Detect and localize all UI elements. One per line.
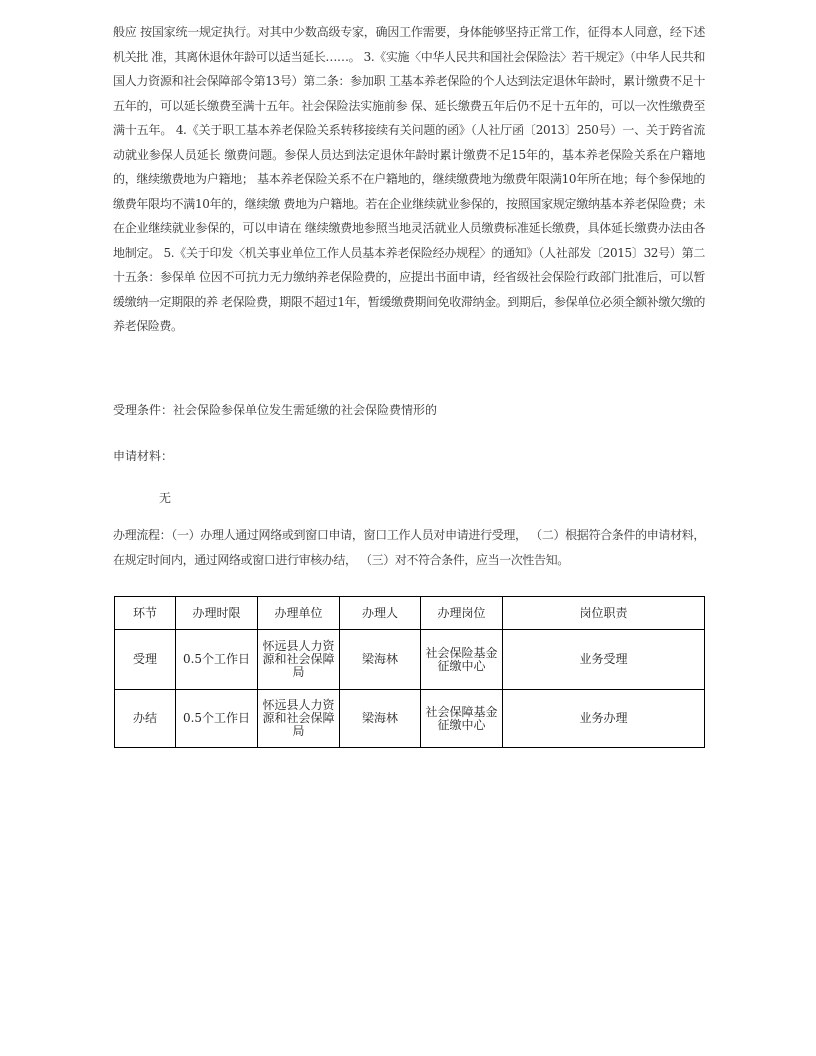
table-row — [115, 630, 705, 690]
legal-basis-paragraph: 般应 按国家统一规定执行。对其中少数高级专家，确因工作需要，身体能够坚持正常工作，征得本人同意，经下述机关批 准，其离休退休年龄可以适当延长……。 3.《实施〈中华人民共和国社会保险法〉若干规定》（中华人民共和国人力资源和社会保障部令第13号）第二条：参加职 工基本养老保险的个人达到法定退休年龄时，累计缴费不足十五年的，可以延长缴费至满十五年。社会保险法实施前参 保、延长缴费五年后仍不足十五年的，可以一次性缴费至满十五年。 4.《关于职工基本养老保险关系转移接续有关问题的函》（人社厅函〔2013〕250号）一、关于跨省流动就业参保人员延长 缴费问题。参保人员达到法定退休年龄时累计缴费不足15年的，基本养老保险关系在户籍地的，继续缴费地为户籍地； 基本养老保险关系不在户籍地的，继续缴费地为缴费年限满10年所在地；每个参保地的缴费年限均不满10年的，继续缴 费地为户籍地。若在企业继续就业参保的，按照国家规定缴纳基本养老保险费；未在企业继续就业参保的，可以申请在 继续缴费地参照当地灵活就业人员缴费标准延长缴费，具体延长缴费办法由各地制定。 5.《关于印发〈机关事业单位工作人员基本养老保险经办规程〉的通知》（人社部发〔2015〕32号）第二十五条：参保单 位因不可抗力无力缴纳养老保险费的，应提出书面申请，经省级社会保险行政部门批准后，可以暂缓缴纳一定期限的养 老保险费，期限不超过1年，暂缓缴费期间免收滞纳金。到期后，参保单位必须全额补缴欠缴的养老保险费。 — [113, 25, 705, 333]
cell-handler: 梁海林 — [340, 630, 421, 690]
cell-time-limit: 0.5个工作日 — [176, 630, 258, 690]
header-unit: 办理单位 — [258, 597, 340, 630]
header-duties: 岗位职责 — [503, 597, 705, 630]
acceptance-conditions: 受理条件：社会保险参保单位发生需延缴的社会保险费情形的 — [113, 403, 438, 417]
cell-position: 社会保障基金征缴中心 — [421, 690, 503, 748]
cell-stage: 办结 — [115, 690, 176, 748]
header-stage: 环节 — [115, 597, 176, 630]
cell-unit: 怀远县人力资源和社会保障局 — [258, 690, 340, 748]
materials-label: 申请材料： — [113, 449, 174, 463]
cell-unit: 怀远县人力资源和社会保障局 — [258, 630, 340, 690]
table-row — [115, 690, 705, 748]
cell-stage: 受理 — [115, 630, 176, 690]
cell-handler: 梁海林 — [340, 690, 421, 748]
cell-time-limit: 0.5个工作日 — [176, 690, 258, 748]
table-header-row — [115, 597, 705, 630]
cell-duties: 业务办理 — [503, 690, 705, 748]
process-paragraph: 办理流程：（一）办理人通过网络或到窗口申请，窗口工作人员对申请进行受理， （二）根据符合条件的申请材料，在规定时间内，通过网络或窗口进行审核办结， （三）对不符合条件，应当一次性告知。 — [113, 528, 705, 567]
cell-position: 社会保险基金征缴中心 — [421, 630, 503, 690]
header-handler: 办理人 — [340, 597, 421, 630]
header-position: 办理岗位 — [421, 597, 503, 630]
materials-value: 无 — [159, 491, 172, 505]
cell-duties: 业务受理 — [503, 630, 705, 690]
header-time-limit: 办理时限 — [176, 597, 258, 630]
procedure-table — [114, 596, 705, 748]
